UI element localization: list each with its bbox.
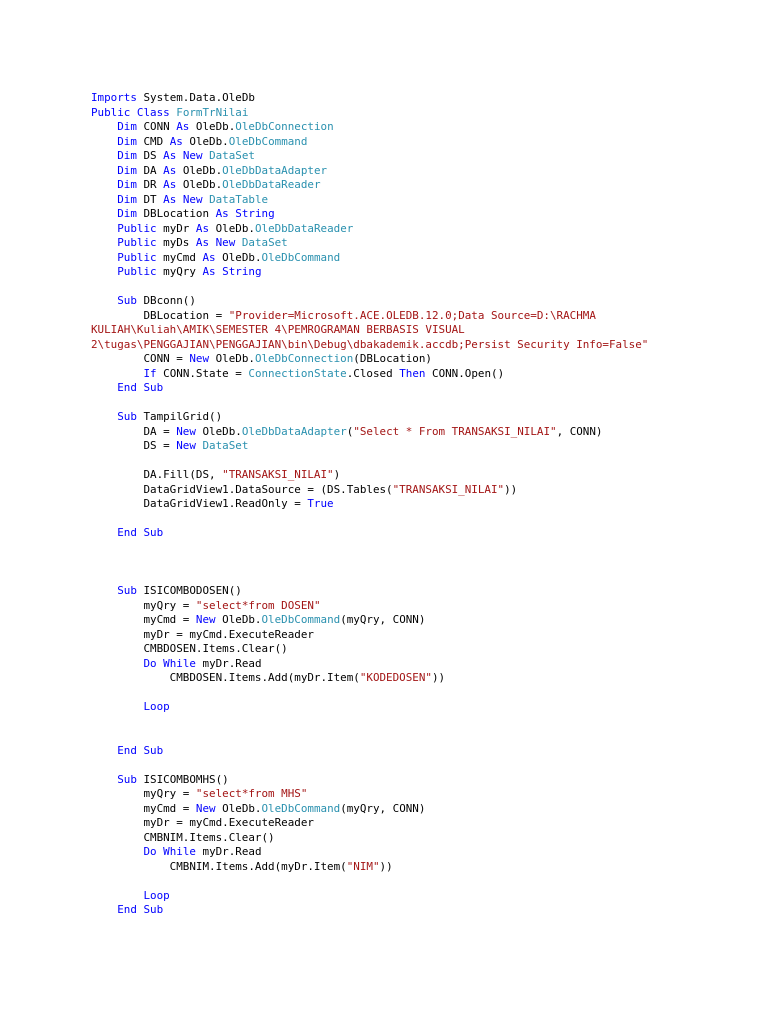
keyword-token: As bbox=[163, 163, 177, 177]
keyword-token: As bbox=[169, 134, 183, 148]
text-token: (myQry, CONN) bbox=[340, 613, 426, 626]
text-token bbox=[91, 236, 117, 249]
keyword-token: As bbox=[202, 265, 216, 278]
text-token bbox=[91, 903, 117, 916]
keyword-token: New bbox=[195, 801, 216, 815]
text-token: OleDb. bbox=[189, 120, 236, 133]
code-line bbox=[91, 715, 648, 730]
code-line bbox=[91, 541, 648, 556]
code-line bbox=[91, 729, 648, 744]
code-line bbox=[91, 787, 648, 802]
code-line bbox=[91, 831, 648, 846]
code-listing bbox=[91, 91, 648, 918]
code-line bbox=[91, 338, 648, 353]
text-token: )) bbox=[431, 671, 446, 684]
text-token: ) bbox=[333, 468, 341, 481]
text-token bbox=[91, 149, 117, 162]
keyword-token: String bbox=[222, 265, 262, 278]
code-line bbox=[91, 265, 648, 280]
keyword-token: Sub bbox=[143, 903, 164, 916]
text-token bbox=[91, 367, 143, 380]
string-token: "TRANSAKSI_NILAI" bbox=[392, 482, 505, 496]
text-token bbox=[91, 178, 117, 191]
type-token: OleDbCommand bbox=[228, 134, 308, 148]
keyword-token: Dim bbox=[117, 134, 137, 148]
code-line bbox=[91, 584, 648, 599]
text-token: )) bbox=[379, 859, 393, 873]
text-token: DBLocation = bbox=[91, 308, 229, 322]
text-token: CMBDOSEN.Items.Clear() bbox=[91, 642, 288, 655]
text-token: CMD bbox=[136, 134, 170, 148]
text-token bbox=[91, 193, 117, 206]
code-line bbox=[91, 135, 648, 150]
code-line bbox=[91, 178, 648, 193]
text-token: CONN bbox=[136, 120, 177, 133]
text-token bbox=[91, 164, 117, 177]
text-token: DA.Fill(DS, bbox=[91, 468, 223, 481]
keyword-token: Class bbox=[136, 105, 170, 119]
text-token: OleDb. bbox=[176, 178, 223, 191]
type-token: DataSet bbox=[209, 149, 255, 162]
text-token: CONN.State = bbox=[156, 366, 249, 380]
keyword-token: Loop bbox=[143, 700, 170, 713]
keyword-token: Sub bbox=[143, 526, 164, 539]
text-token: OleDb. bbox=[209, 352, 255, 365]
text-token bbox=[91, 135, 117, 148]
text-token: DBconn() bbox=[136, 294, 196, 307]
text-token bbox=[91, 773, 117, 786]
text-token: , CONN) bbox=[556, 424, 603, 438]
text-token: CONN.Open() bbox=[425, 366, 505, 380]
keyword-token: As bbox=[163, 149, 177, 162]
string-token: "KODEDOSEN" bbox=[359, 671, 432, 684]
keyword-token: End bbox=[117, 381, 137, 394]
code-line bbox=[91, 874, 648, 889]
text-token: myQry = bbox=[91, 598, 196, 612]
keyword-token: Public bbox=[117, 265, 157, 278]
keyword-token: Loop bbox=[143, 888, 170, 902]
keyword-token: Public bbox=[91, 105, 131, 119]
keyword-token: Sub bbox=[117, 772, 137, 786]
text-token bbox=[91, 251, 117, 264]
text-token: (DBLocation) bbox=[353, 352, 432, 365]
string-token: "Select * From TRANSAKSI_NILAI" bbox=[353, 424, 557, 438]
text-token bbox=[91, 657, 143, 670]
keyword-token: Sub bbox=[117, 294, 137, 307]
keyword-token: New bbox=[176, 439, 196, 452]
code-line bbox=[91, 454, 648, 469]
keyword-token: Sub bbox=[143, 743, 164, 757]
text-token: OleDb. bbox=[215, 613, 262, 626]
text-token bbox=[91, 584, 117, 597]
keyword-token: While bbox=[163, 656, 196, 670]
code-line bbox=[91, 222, 648, 237]
text-token: DataGridView1.ReadOnly = bbox=[91, 497, 308, 510]
code-line bbox=[91, 294, 648, 309]
text-token: OleDb. bbox=[215, 801, 262, 815]
keyword-token: New bbox=[195, 613, 216, 626]
keyword-token: Public bbox=[117, 250, 157, 264]
keyword-token: Dim bbox=[117, 149, 137, 162]
code-line bbox=[91, 207, 648, 222]
code-line bbox=[91, 744, 648, 759]
code-line bbox=[91, 91, 648, 106]
text-token bbox=[91, 526, 117, 539]
code-line bbox=[91, 512, 648, 527]
code-line bbox=[91, 570, 648, 585]
code-line bbox=[91, 251, 648, 266]
type-token: OleDbDataAdapter bbox=[222, 163, 328, 177]
text-token: DS = bbox=[91, 439, 177, 452]
text-token: myDr = myCmd.ExecuteReader bbox=[91, 627, 314, 641]
text-token bbox=[91, 265, 117, 278]
text-token: ( bbox=[346, 424, 354, 438]
text-token: myCmd = bbox=[91, 801, 196, 815]
code-line bbox=[91, 483, 648, 498]
text-token: CMBNIM.Items.Clear() bbox=[91, 830, 275, 844]
text-token bbox=[91, 120, 117, 133]
text-token bbox=[91, 410, 117, 423]
code-line bbox=[91, 381, 648, 396]
keyword-token: As bbox=[195, 236, 210, 249]
code-line bbox=[91, 149, 648, 164]
code-line bbox=[91, 410, 648, 425]
code-line bbox=[91, 323, 648, 338]
text-token: CONN = bbox=[91, 352, 190, 365]
keyword-token: Sub bbox=[117, 410, 137, 423]
code-line bbox=[91, 889, 648, 904]
code-line bbox=[91, 367, 648, 382]
keyword-token: As bbox=[176, 120, 190, 133]
keyword-token: As bbox=[163, 178, 177, 191]
code-line bbox=[91, 628, 648, 643]
keyword-token: Dim bbox=[117, 178, 137, 191]
string-token: KULIAH\Kuliah\AMIK\SEMESTER 4\PEMROGRAMAN BERBASIS VISUAL bbox=[91, 323, 465, 336]
text-token: OleDb. bbox=[176, 163, 223, 177]
text-token: myDr bbox=[156, 221, 196, 235]
code-line bbox=[91, 845, 648, 860]
code-line bbox=[91, 193, 648, 208]
type-token: OleDbConnection bbox=[235, 120, 334, 133]
keyword-token: Imports bbox=[91, 91, 137, 104]
type-token: DataTable bbox=[209, 192, 269, 206]
text-token: ISICOMBODOSEN() bbox=[136, 584, 242, 597]
keyword-token: As bbox=[163, 192, 177, 206]
text-token: DS bbox=[136, 149, 164, 162]
code-line bbox=[91, 860, 648, 875]
keyword-token: Do bbox=[143, 845, 157, 858]
type-token: ConnectionState bbox=[248, 366, 347, 380]
type-token: OleDbCommand bbox=[261, 801, 341, 815]
type-token: OleDbDataReader bbox=[222, 178, 321, 191]
code-line bbox=[91, 425, 648, 440]
code-line bbox=[91, 657, 648, 672]
text-token: DBLocation bbox=[136, 207, 216, 220]
keyword-token: True bbox=[307, 497, 334, 510]
text-token: OleDb. bbox=[215, 250, 262, 264]
text-token: myDs bbox=[156, 236, 196, 249]
code-line bbox=[91, 236, 648, 251]
code-line bbox=[91, 903, 648, 918]
text-token: (myQry, CONN) bbox=[340, 801, 426, 815]
text-token: myQry bbox=[156, 265, 203, 278]
string-token: "TRANSAKSI_NILAI" bbox=[222, 468, 334, 481]
text-token: DataGridView1.DataSource = (DS.Tables( bbox=[91, 482, 393, 496]
keyword-token: Then bbox=[399, 366, 426, 380]
keyword-token: While bbox=[163, 845, 196, 858]
text-token bbox=[91, 889, 143, 902]
keyword-token: Public bbox=[117, 236, 157, 249]
code-line bbox=[91, 758, 648, 773]
text-token: DT bbox=[136, 192, 164, 206]
text-token: OleDb. bbox=[209, 221, 255, 235]
text-token: myQry = bbox=[91, 787, 196, 800]
keyword-token: New bbox=[182, 149, 203, 162]
keyword-token: Do bbox=[143, 656, 157, 670]
text-token: myDr = myCmd.ExecuteReader bbox=[91, 816, 314, 829]
text-token: OleDb. bbox=[182, 134, 229, 148]
type-token: OleDbDataReader bbox=[254, 221, 354, 235]
type-token: OleDbCommand bbox=[261, 250, 341, 264]
code-line bbox=[91, 802, 648, 817]
keyword-token: End bbox=[117, 526, 137, 539]
code-line bbox=[91, 352, 648, 367]
keyword-token: Sub bbox=[143, 381, 164, 394]
code-line bbox=[91, 120, 648, 135]
string-token: "Provider=Microsoft.ACE.OLEDB.12.0;Data Source=D:\RACHMA bbox=[228, 308, 596, 322]
text-token bbox=[91, 381, 117, 394]
keyword-token: New bbox=[189, 352, 210, 365]
type-token: FormTrNilai bbox=[176, 105, 249, 119]
keyword-token: Public bbox=[117, 221, 157, 235]
text-token: )) bbox=[504, 482, 518, 496]
code-line bbox=[91, 468, 648, 483]
text-token bbox=[91, 744, 117, 757]
string-token: 2\tugas\PENGGAJIAN\PENGGAJIAN\bin\Debug\dbakademik.accdb;Persist Security Info=False" bbox=[91, 337, 649, 351]
code-line bbox=[91, 700, 648, 715]
text-token: myDr.Read bbox=[195, 845, 262, 858]
keyword-token: Dim bbox=[117, 207, 137, 220]
code-line bbox=[91, 642, 648, 657]
text-token bbox=[91, 222, 117, 235]
text-token: CMBNIM.Items.Add(myDr.Item( bbox=[91, 859, 347, 873]
code-line bbox=[91, 106, 648, 121]
code-line bbox=[91, 439, 648, 454]
keyword-token: If bbox=[143, 366, 157, 380]
text-token: myDr.Read bbox=[195, 656, 262, 670]
type-token: OleDbConnection bbox=[254, 352, 354, 365]
code-line bbox=[91, 671, 648, 686]
text-token: .Closed bbox=[346, 366, 400, 380]
text-token: DA bbox=[136, 163, 164, 177]
keyword-token: Dim bbox=[117, 163, 137, 177]
text-token: OleDb. bbox=[195, 424, 242, 438]
keyword-token: End bbox=[117, 743, 137, 757]
code-line bbox=[91, 773, 648, 788]
code-line bbox=[91, 497, 648, 512]
code-line bbox=[91, 309, 648, 324]
keyword-token: Dim bbox=[117, 120, 137, 133]
text-token: DA = bbox=[91, 424, 177, 438]
code-line bbox=[91, 613, 648, 628]
code-line bbox=[91, 816, 648, 831]
code-line bbox=[91, 526, 648, 541]
text-token: ISICOMBOMHS() bbox=[136, 772, 229, 786]
text-token bbox=[91, 294, 117, 307]
text-token: myCmd bbox=[156, 250, 203, 264]
type-token: OleDbCommand bbox=[261, 613, 341, 626]
text-token: System.Data.OleDb bbox=[136, 91, 255, 104]
type-token: DataSet bbox=[241, 236, 288, 249]
keyword-token: New bbox=[215, 236, 236, 249]
text-token bbox=[91, 207, 117, 220]
text-token: DR bbox=[136, 178, 164, 191]
keyword-token: As bbox=[195, 221, 210, 235]
code-line bbox=[91, 686, 648, 701]
text-token: CMBDOSEN.Items.Add(myDr.Item( bbox=[91, 671, 360, 684]
code-line bbox=[91, 599, 648, 614]
keyword-token: New bbox=[176, 424, 196, 438]
string-token: "NIM" bbox=[346, 859, 380, 873]
code-line bbox=[91, 555, 648, 570]
keyword-token: As bbox=[202, 250, 216, 264]
string-token: "select*from DOSEN" bbox=[195, 598, 321, 612]
text-token bbox=[91, 700, 143, 713]
keyword-token: End bbox=[117, 903, 137, 916]
text-token bbox=[91, 845, 143, 858]
keyword-token: New bbox=[182, 192, 203, 206]
type-token: OleDbDataAdapter bbox=[241, 424, 347, 438]
keyword-token: As bbox=[215, 207, 229, 220]
keyword-token: Dim bbox=[117, 192, 137, 206]
type-token: DataSet bbox=[202, 439, 249, 452]
string-token: "select*from MHS" bbox=[195, 787, 308, 800]
code-line bbox=[91, 164, 648, 179]
keyword-token: String bbox=[235, 207, 275, 220]
text-token: TampilGrid() bbox=[136, 410, 223, 423]
code-line bbox=[91, 396, 648, 411]
text-token: myCmd = bbox=[91, 613, 196, 626]
code-line bbox=[91, 280, 648, 295]
keyword-token: Sub bbox=[117, 584, 137, 597]
